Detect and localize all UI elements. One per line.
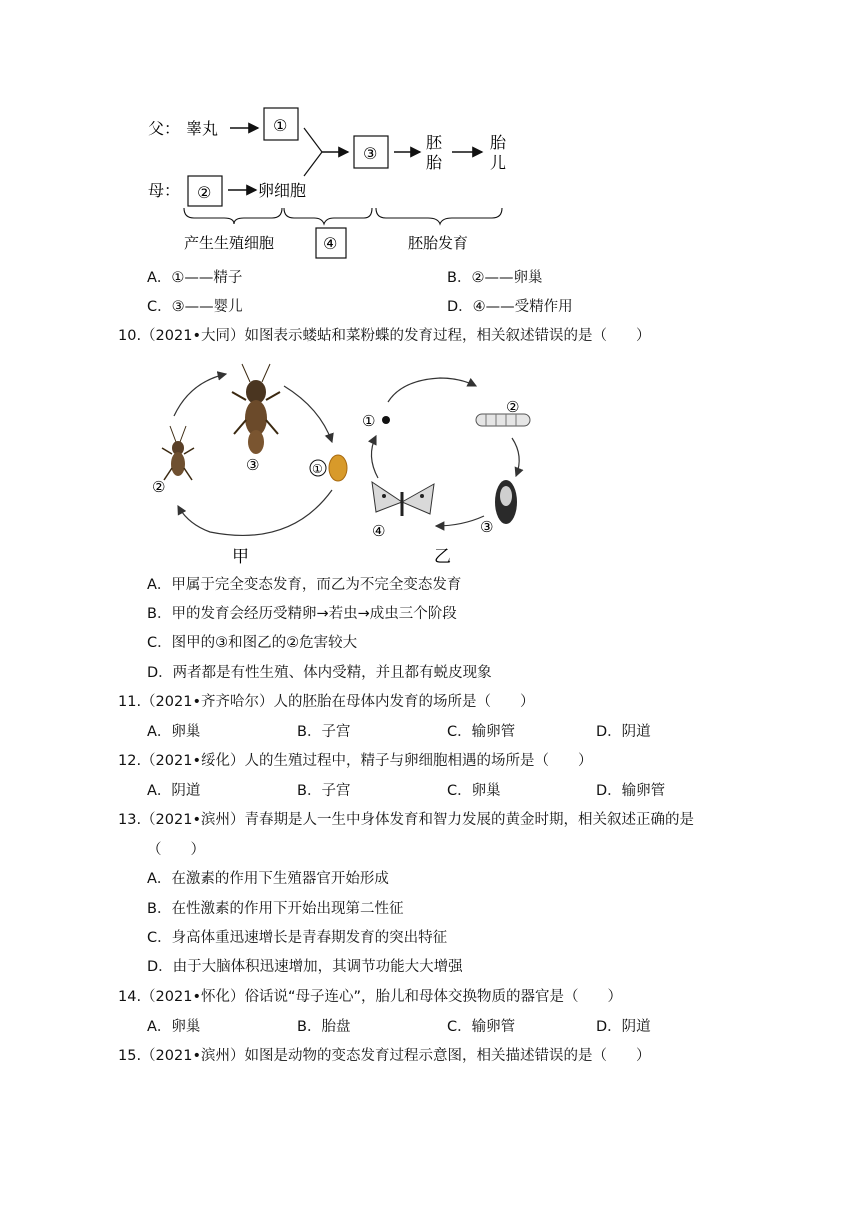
q12-stem: 12.（2021•绥化）人的生殖过程中，精子与卵细胞相遇的场所是（ ） xyxy=(118,753,593,769)
reproduction-flow-diagram xyxy=(140,96,530,266)
mole-cricket-egg-image xyxy=(329,455,347,481)
brace-right xyxy=(376,208,502,224)
yi-mark-1: ① xyxy=(362,412,376,430)
embryo-char-2: 胎 xyxy=(426,153,443,172)
q10-option-a[interactable]: A．甲属于完全变态发育，而乙为不完全变态发育 xyxy=(147,577,462,593)
brace-middle xyxy=(284,208,372,224)
brace-right-label: 胚胎发育 xyxy=(408,234,469,252)
q14-option-b[interactable]: B．胎盘 xyxy=(297,1019,351,1035)
q9-option-d[interactable]: D．④——受精作用 xyxy=(447,299,573,315)
q13-option-c[interactable]: C．身高体重迅速增长是青春期发育的突出特征 xyxy=(147,930,448,946)
yi-mark-3: ③ xyxy=(480,518,494,536)
box-4-label: ④ xyxy=(323,234,338,253)
q9-option-a[interactable]: A．①——精子 xyxy=(147,270,243,286)
yi-label: 乙 xyxy=(434,547,451,567)
jia-label: 甲 xyxy=(232,547,249,567)
jia-arrow-bottom xyxy=(178,490,332,535)
q14-option-c[interactable]: C．输卵管 xyxy=(447,1019,516,1035)
egg-cell-label: 卵细胞 xyxy=(258,181,307,200)
mother-label: 母： xyxy=(148,181,181,200)
yi-arrow-top xyxy=(388,378,476,402)
jia-arrow-top-left xyxy=(174,374,226,416)
box-1-label: ① xyxy=(273,116,288,135)
q13-option-d[interactable]: D．由于大脑体积迅速增加，其调节功能大大增强 xyxy=(147,959,463,975)
jia-mark-1: ① xyxy=(312,462,323,476)
q14-option-a[interactable]: A．卵巢 xyxy=(147,1019,201,1035)
q10-option-d[interactable]: D．两者都是有性生殖、体内受精，并且都有蜕皮现象 xyxy=(147,665,492,681)
insect-development-diagram xyxy=(140,356,540,570)
merge-lines xyxy=(304,128,322,176)
q10-option-c[interactable]: C．图甲的③和图乙的②危害较大 xyxy=(147,635,358,651)
mole-cricket-nymph-image xyxy=(162,426,194,480)
jia-mark-3: ③ xyxy=(246,456,260,474)
q11-option-c[interactable]: C．输卵管 xyxy=(447,724,516,740)
yi-mark-4: ④ xyxy=(372,522,386,540)
brace-left-label: 产生生殖细胞 xyxy=(184,234,275,252)
q13-option-a[interactable]: A．在激素的作用下生殖器官开始形成 xyxy=(147,871,389,887)
embryo-char-1: 胚 xyxy=(426,133,443,152)
fetus-char-2: 儿 xyxy=(490,153,507,172)
fetus-char-1: 胎 xyxy=(490,133,507,152)
q14-stem: 14.（2021•怀化）俗话说“母子连心”，胎儿和母体交换物质的器官是（ ） xyxy=(118,989,623,1005)
q13-stem: 13.（2021•滨州）青春期是人一生中身体发育和智力发展的黄金时期，相关叙述正确的是 xyxy=(118,812,695,828)
q10-option-b[interactable]: B．甲的发育会经历受精卵→若虫→成虫三个阶段 xyxy=(147,606,457,622)
q14-option-d[interactable]: D．阴道 xyxy=(596,1019,651,1035)
yi-arrow-bottom xyxy=(436,516,484,526)
mole-cricket-adult-image xyxy=(232,364,280,454)
q11-option-b[interactable]: B．子宫 xyxy=(297,724,351,740)
q12-option-b[interactable]: B．子宫 xyxy=(297,783,351,799)
butterfly-egg-image xyxy=(382,416,390,424)
q12-option-d[interactable]: D．输卵管 xyxy=(596,783,666,799)
brace-left xyxy=(184,208,282,224)
pupa-image xyxy=(495,480,517,524)
q9-option-c[interactable]: C．③——婴儿 xyxy=(147,299,243,315)
father-organ-label: 睾丸 xyxy=(186,119,219,138)
jia-arrow-top-right xyxy=(284,386,332,442)
butterfly-image xyxy=(372,482,434,516)
q9-option-b[interactable]: B．②——卵巢 xyxy=(447,270,543,286)
q12-option-c[interactable]: C．卵巢 xyxy=(447,783,501,799)
q13-option-b[interactable]: B．在性激素的作用下开始出现第二性征 xyxy=(147,901,404,917)
q11-option-d[interactable]: D．阴道 xyxy=(596,724,651,740)
caterpillar-image xyxy=(476,414,530,426)
q13-stem-cont: （ ） xyxy=(147,842,205,858)
box-2-label: ② xyxy=(197,183,212,202)
yi-arrow-left xyxy=(371,436,378,478)
jia-mark-2: ② xyxy=(152,478,166,496)
box-3-label: ③ xyxy=(363,144,378,163)
father-label: 父： xyxy=(148,119,181,138)
q11-stem: 11.（2021•齐齐哈尔）人的胚胎在母体内发育的场所是（ ） xyxy=(118,694,535,710)
q12-option-a[interactable]: A．阴道 xyxy=(147,783,201,799)
yi-mark-2: ② xyxy=(506,398,520,416)
q10-stem: 10.（2021•大同）如图表示蝼蛄和菜粉蝶的发育过程，相关叙述错误的是（ ） xyxy=(118,328,651,344)
q11-option-a[interactable]: A．卵巢 xyxy=(147,724,201,740)
q15-stem: 15.（2021•滨州）如图是动物的变态发育过程示意图，相关描述错误的是（ ） xyxy=(118,1048,651,1064)
yi-arrow-right xyxy=(512,438,519,476)
